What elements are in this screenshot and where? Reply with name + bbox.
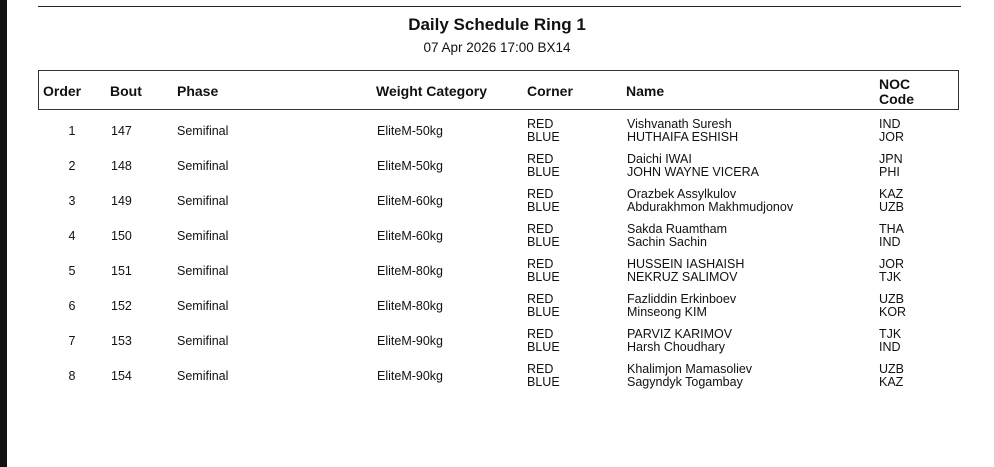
red-noc-code: JOR: [879, 257, 904, 271]
header-phase: Phase: [177, 83, 219, 99]
phase-cell: Semifinal: [177, 334, 229, 348]
blue-boxer-name: Minseong KIM: [627, 305, 707, 319]
red-noc-code: THA: [879, 222, 904, 236]
phase-cell: Semifinal: [177, 229, 229, 243]
bout-cell: 148: [111, 159, 132, 173]
bout-cell: 149: [111, 194, 132, 208]
corner-red: RED: [527, 292, 554, 306]
blue-boxer-name: Harsh Choudhary: [627, 340, 725, 354]
header-name: Name: [626, 83, 665, 99]
bout-cell: 150: [111, 229, 132, 243]
weight-category-cell: EliteM-80kg: [377, 264, 443, 278]
header-order: Order: [43, 83, 82, 99]
corner-blue: BLUE: [527, 235, 560, 249]
order-cell: 6: [68, 299, 76, 313]
weight-category-cell: EliteM-60kg: [377, 194, 443, 208]
order-cell: 4: [68, 229, 76, 243]
order-cell: 1: [68, 124, 76, 138]
corner-blue: BLUE: [527, 375, 560, 389]
order-cell: 7: [68, 334, 76, 348]
bout-cell: 151: [111, 264, 132, 278]
header-noc-code: [879, 77, 914, 107]
page-subtitle: 07 Apr 2026 17:00 BX14: [423, 40, 571, 55]
corner-red: RED: [527, 222, 554, 236]
corner-blue: BLUE: [527, 340, 560, 354]
header-noc-line2: Code: [879, 91, 914, 107]
header-corner: Corner: [527, 83, 573, 99]
bout-cell: 154: [111, 369, 132, 383]
corner-red: RED: [527, 257, 554, 271]
table-row: [0, 254, 994, 289]
table-row: [0, 289, 994, 324]
blue-boxer-name: NEKRUZ SALIMOV: [627, 270, 738, 284]
blue-noc-code: PHI: [879, 165, 900, 179]
corner-red: RED: [527, 117, 554, 131]
red-boxer-name: Khalimjon Mamasoliev: [627, 362, 753, 376]
order-cell: 8: [68, 369, 76, 383]
top-rule: [38, 6, 961, 7]
blue-noc-code: TJK: [879, 270, 902, 284]
red-noc-code: UZB: [879, 292, 904, 306]
corner-blue: BLUE: [527, 165, 560, 179]
weight-category-cell: EliteM-50kg: [377, 124, 443, 138]
red-boxer-name: Vishvanath Suresh: [627, 117, 732, 131]
corner-red: RED: [527, 362, 554, 376]
red-boxer-name: Fazliddin Erkinboev: [627, 292, 737, 306]
table-row: [0, 324, 994, 359]
blue-boxer-name: HUTHAIFA ESHISH: [627, 130, 739, 144]
blue-boxer-name: JOHN WAYNE VICERA: [627, 165, 759, 179]
weight-category-cell: EliteM-80kg: [377, 299, 443, 313]
corner-red: RED: [527, 187, 554, 201]
bout-cell: 152: [111, 299, 132, 313]
table-row: [0, 149, 994, 184]
phase-cell: Semifinal: [177, 369, 229, 383]
blue-boxer-name: Abdurakhmon Makhmudjonov: [627, 200, 794, 214]
header-bout: Bout: [110, 83, 142, 99]
blue-noc-code: IND: [879, 235, 901, 249]
blue-noc-code: KAZ: [879, 375, 904, 389]
phase-cell: Semifinal: [177, 159, 229, 173]
order-cell: 2: [68, 159, 76, 173]
blue-boxer-name: Sagyndyk Togambay: [627, 375, 743, 389]
phase-cell: Semifinal: [177, 194, 229, 208]
corner-red: RED: [527, 152, 554, 166]
header-weight-category: Weight Category: [376, 83, 487, 99]
red-boxer-name: Sakda Ruamtham: [627, 222, 728, 236]
order-cell: 3: [68, 194, 76, 208]
blue-noc-code: KOR: [879, 305, 907, 319]
weight-category-cell: EliteM-50kg: [377, 159, 443, 173]
red-noc-code: KAZ: [879, 187, 904, 201]
phase-cell: Semifinal: [177, 264, 229, 278]
red-noc-code: TJK: [879, 327, 902, 341]
page-title: Daily Schedule Ring 1: [408, 15, 586, 34]
table-header: [38, 70, 959, 110]
phase-cell: Semifinal: [177, 124, 229, 138]
corner-red: RED: [527, 327, 554, 341]
red-noc-code: IND: [879, 117, 901, 131]
corner-blue: BLUE: [527, 200, 560, 214]
red-boxer-name: PARVIZ KARIMOV: [627, 327, 733, 341]
red-boxer-name: Daichi IWAI: [627, 152, 692, 166]
table-row: [0, 184, 994, 219]
header-noc-line1: NOC: [879, 76, 911, 92]
table-row: [0, 359, 994, 394]
order-cell: 5: [68, 264, 76, 278]
corner-blue: BLUE: [527, 305, 560, 319]
red-boxer-name: Orazbek Assylkulov: [627, 187, 737, 201]
blue-noc-code: IND: [879, 340, 901, 354]
weight-category-cell: EliteM-60kg: [377, 229, 443, 243]
blue-noc-code: UZB: [879, 200, 904, 214]
weight-category-cell: EliteM-90kg: [377, 334, 443, 348]
red-noc-code: JPN: [879, 152, 903, 166]
weight-category-cell: EliteM-90kg: [377, 369, 443, 383]
red-noc-code: UZB: [879, 362, 904, 376]
bout-cell: 147: [111, 124, 132, 138]
table-row: [0, 219, 994, 254]
table-row: [0, 114, 994, 149]
blue-boxer-name: Sachin Sachin: [627, 235, 707, 249]
blue-noc-code: JOR: [879, 130, 904, 144]
corner-blue: BLUE: [527, 270, 560, 284]
phase-cell: Semifinal: [177, 299, 229, 313]
bout-cell: 153: [111, 334, 132, 348]
corner-blue: BLUE: [527, 130, 560, 144]
red-boxer-name: HUSSEIN IASHAISH: [627, 257, 745, 271]
